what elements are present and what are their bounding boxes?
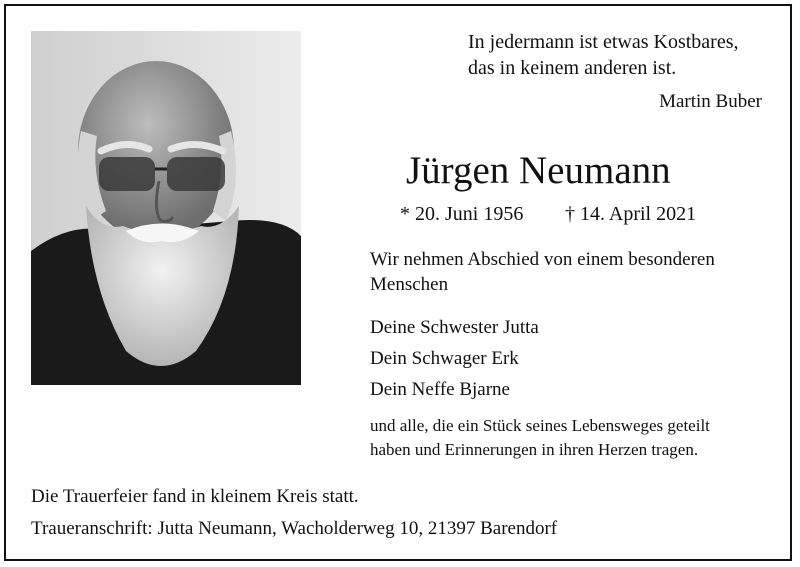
ceremony-note: Die Trauerfeier fand in kleinem Kreis statt. <box>31 486 359 507</box>
portrait-photo <box>31 31 301 385</box>
birth-date: * 20. Juni 1956 <box>400 203 524 225</box>
closing-line-1: und alle, die ein Stück seines Lebensweges geteilt <box>370 416 710 435</box>
farewell-line-2: Menschen <box>370 274 449 295</box>
mourning-address: Traueranschrift: Jutta Neumann, Wacholderweg 10, 21397 Barendorf <box>31 518 558 539</box>
deceased-name: Jürgen Neumann <box>406 149 671 192</box>
quote-author: Martin Buber <box>659 91 762 112</box>
quote-line-2: das in keinem anderen ist. <box>468 57 677 79</box>
farewell-line-1: Wir nehmen Abschied von einem besonderen <box>370 249 715 270</box>
mourner-sister: Deine Schwester Jutta <box>370 317 539 338</box>
quote-line-1: In jedermann ist etwas Kostbares, <box>468 31 739 53</box>
mourner-brother-in-law: Dein Schwager Erk <box>370 348 519 369</box>
obituary-notice <box>4 4 792 561</box>
closing-line-2: haben und Erinnerungen in ihren Herzen tragen. <box>370 440 699 459</box>
mourner-nephew: Dein Neffe Bjarne <box>370 379 510 400</box>
death-date: † 14. April 2021 <box>565 203 697 225</box>
